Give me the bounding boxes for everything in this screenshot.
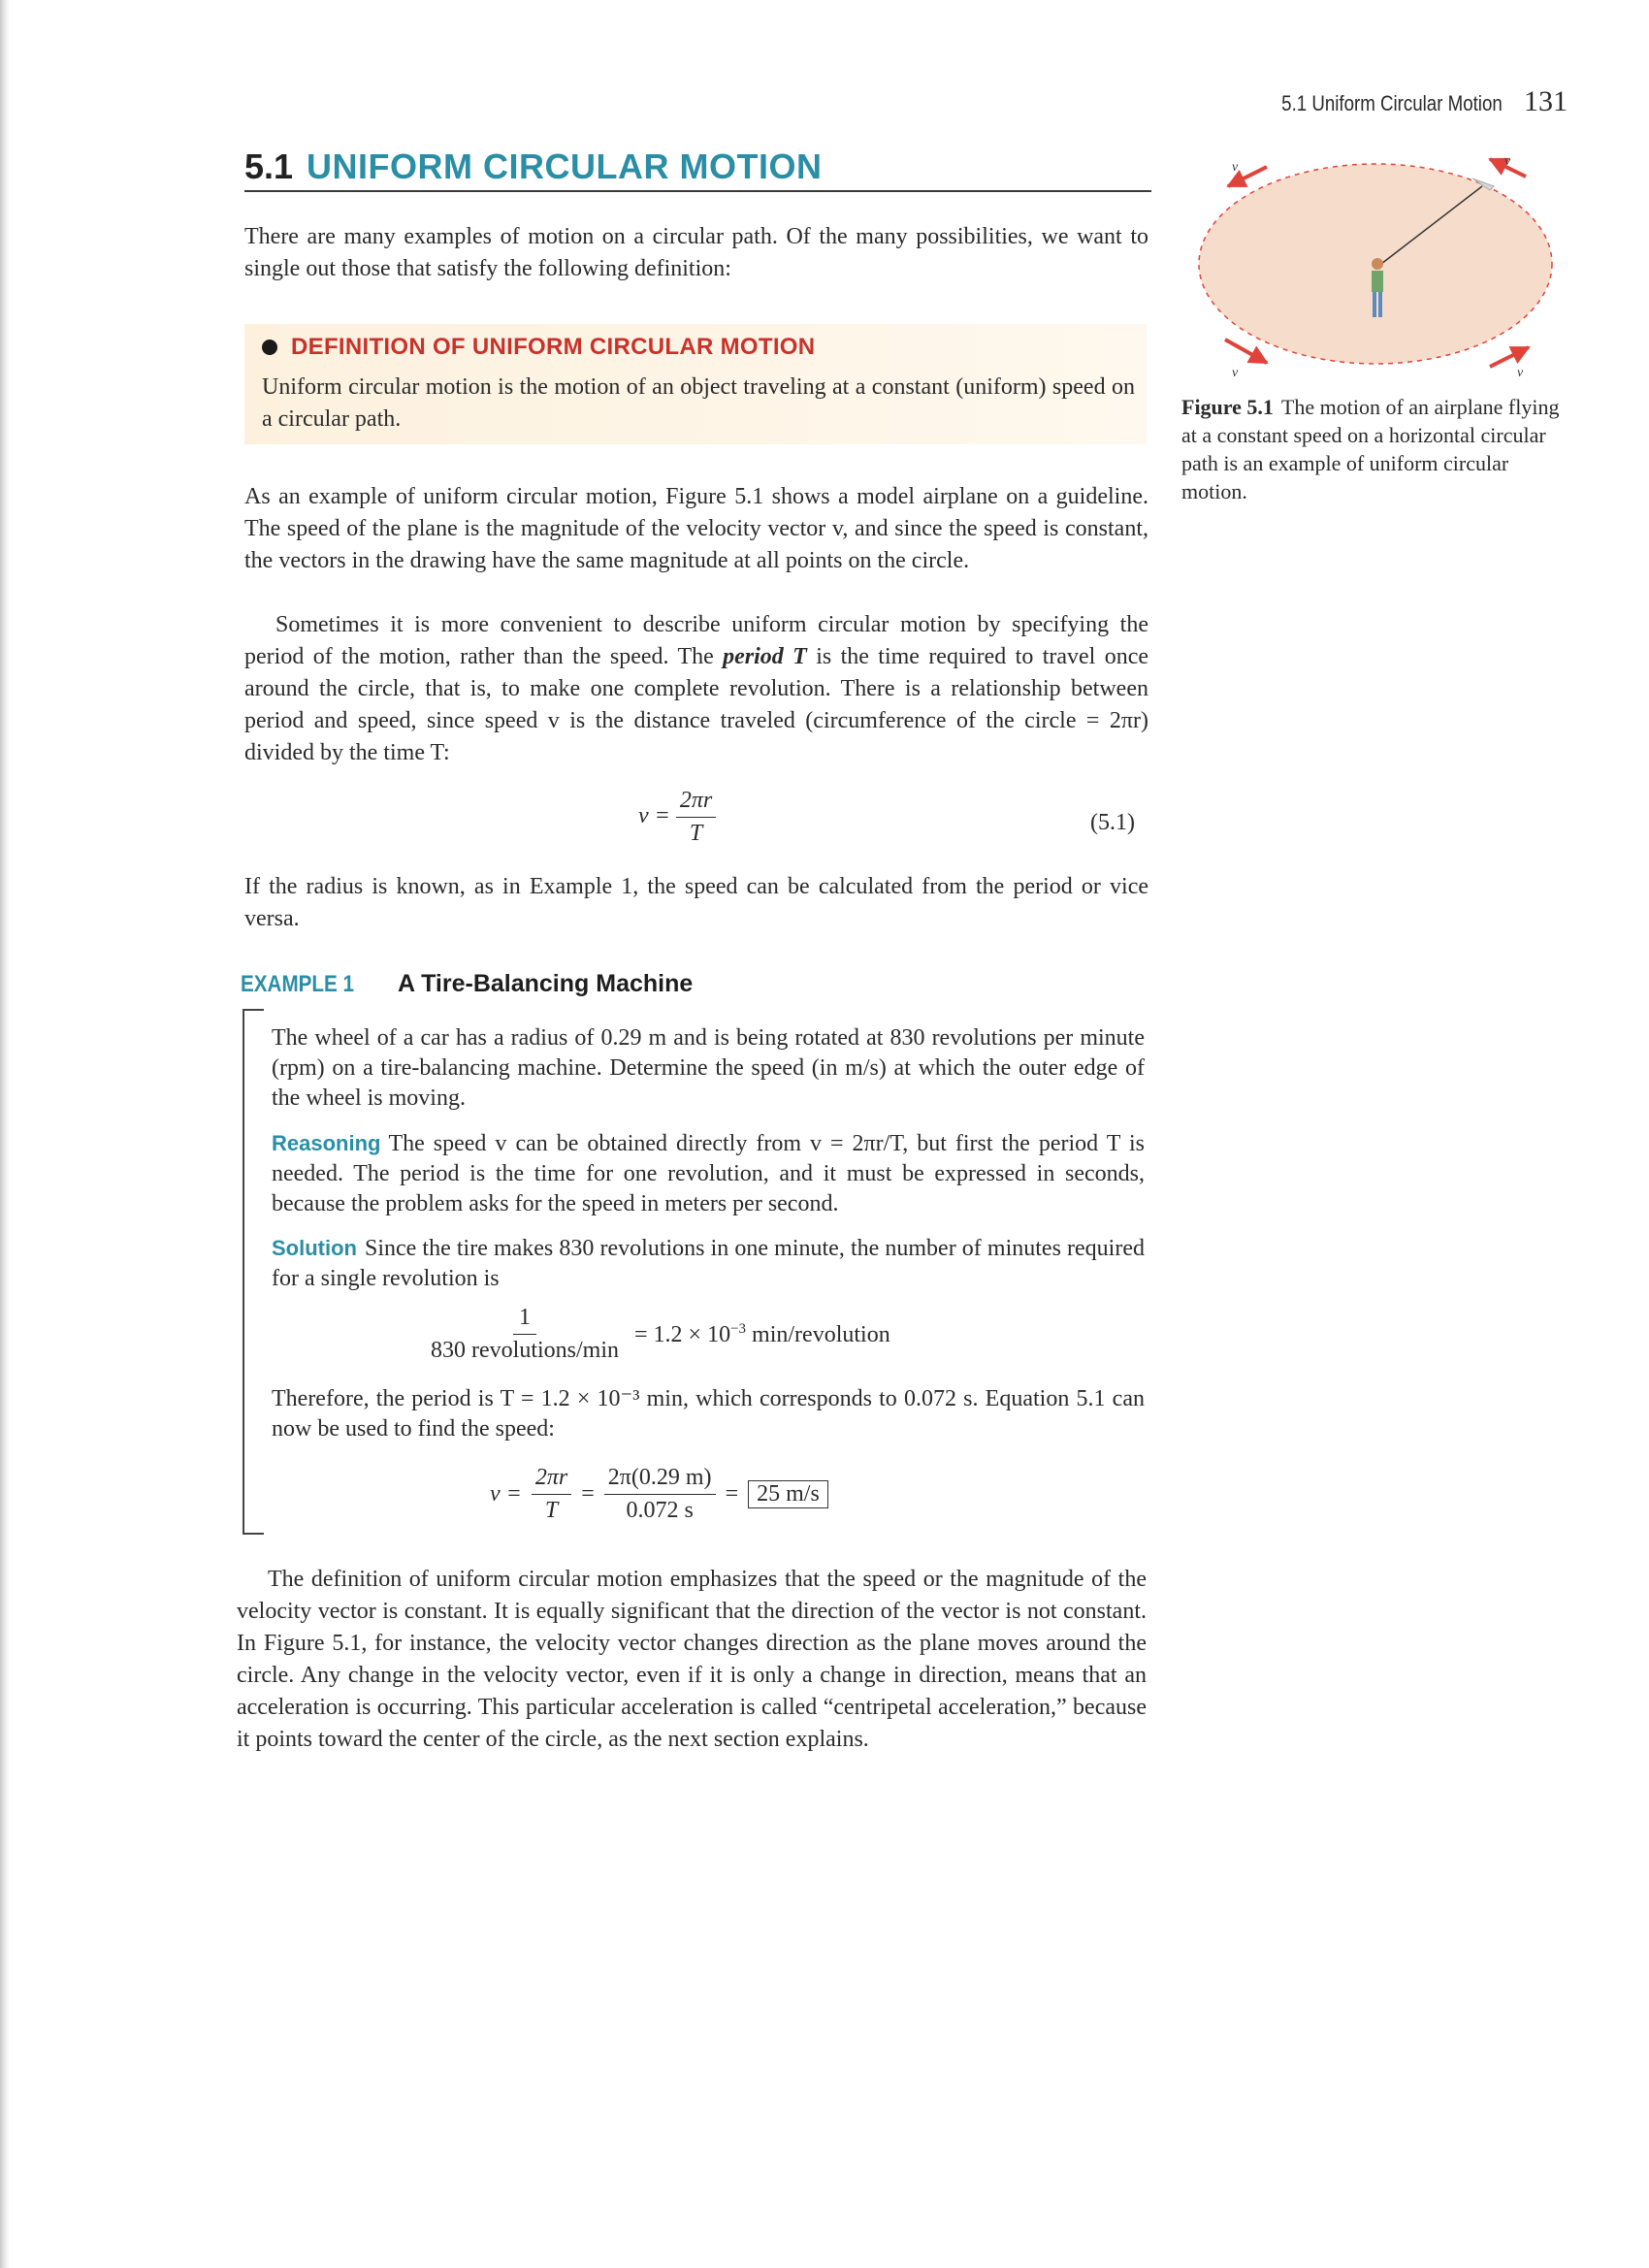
example-reasoning	[272, 1128, 1145, 1219]
example-problem: The wheel of a car has a radius of 0.29 m and is being rotated at 830 revolutions per minute (rpm) on a tire-balancing machine. Determine the speed (in m/s) at which the outer edge of the wheel is moving.	[272, 1025, 1145, 1111]
solution-equation-2	[490, 1465, 828, 1524]
rev-fraction	[427, 1305, 623, 1364]
equation-fraction	[676, 788, 716, 847]
figure-caption-text: The motion of an airplane flying at a constant speed on a horizontal circular path is an example of uniform circular motion.	[1181, 395, 1560, 503]
figure-5-1	[1181, 147, 1569, 380]
speed-equals-1: =	[581, 1481, 595, 1507]
definition-heading	[262, 334, 815, 361]
rev-result	[634, 1321, 890, 1348]
speed-answer: 25 m/s	[748, 1480, 828, 1508]
rev-result-value: = 1.2 × 10	[634, 1321, 731, 1347]
solution-text: Since the tire makes 830 revolutions in one minute, the number of minutes required for a single revolution is	[272, 1236, 1145, 1291]
paragraph-period-after: is the time required to travel once around the circle, that is, to make one complete revolution. There is a relationship between period and speed, since speed v is the distance traveled (circumference of the circle = 2πr) divided by the time T:	[244, 644, 1148, 765]
equation-denominator: T	[689, 821, 703, 846]
running-head-section: 5.1 Uniform Circular Motion	[1281, 91, 1503, 115]
solution-label: Solution	[272, 1236, 357, 1260]
speed-fraction-1-numerator: 2πr	[532, 1465, 571, 1495]
vector-label-bottom-right: v	[1517, 366, 1524, 380]
paragraph-period-before: Sometimes it is more convenient to describe uniform circular motion by specifying the period of the motion, rather than the speed. The	[244, 612, 1148, 669]
bullet-icon	[262, 340, 277, 355]
definition-heading-text: DEFINITION OF UNIFORM CIRCULAR MOTION	[291, 334, 816, 360]
paragraph-radius: If the radius is known, as in Example 1, the speed can be calculated from the period or vice versa.	[244, 874, 1148, 931]
speed-lhs: v =	[490, 1481, 522, 1507]
equation-lhs: v =	[638, 803, 670, 829]
speed-fraction-2-numerator: 2π(0.29 m)	[604, 1465, 716, 1495]
figure-label: Figure 5.1	[1181, 395, 1274, 419]
speed-equals-2: =	[725, 1481, 739, 1507]
example-bracket	[242, 1009, 264, 1535]
example-therefore: Therefore, the period is T = 1.2 × 10⁻³ min, which corresponds to 0.072 s. Equation 5.1 can now be used to find the speed:	[272, 1386, 1145, 1442]
speed-fraction-2	[604, 1465, 716, 1524]
page-number: 131	[1524, 85, 1568, 117]
example-heading	[241, 970, 693, 998]
speed-fraction-2-denominator: 0.072 s	[626, 1498, 694, 1523]
rev-fraction-denominator: 830 revolutions/min	[431, 1338, 619, 1363]
vector-label-bottom-left: v	[1232, 366, 1239, 380]
reasoning-text: The speed v can be obtained directly from v = 2πr/T, but first the period T is needed. The period is the time for one revolution, and it must be expressed in seconds, because the problem asks for the speed in meters per second.	[272, 1131, 1145, 1216]
example-title: A Tire-Balancing Machine	[398, 970, 694, 997]
rev-fraction-numerator: 1	[513, 1305, 536, 1335]
page-binding-edge	[0, 0, 10, 2268]
example-label: EXAMPLE 1	[241, 971, 354, 997]
equation-numerator: 2πr	[676, 788, 716, 818]
definition-text: Uniform circular motion is the motion of an object traveling at a constant (uniform) speed on a circular path.	[262, 374, 1135, 432]
term-period: period T	[723, 644, 807, 669]
example-solution	[272, 1233, 1145, 1294]
section-number: 5.1	[244, 146, 294, 186]
vector-label-top-right: v	[1504, 154, 1511, 169]
rev-result-unit: min/revolution	[746, 1321, 890, 1347]
paragraph-figure-example: As an example of uniform circular motion, Figure 5.1 shows a model airplane on a guideline. The speed of the plane is the magnitude of the velocity vector v, and since the speed is constant, the vectors in the drawing have the same magnitude at all points on the circle.	[244, 484, 1148, 573]
closing-paragraph: The definition of uniform circular motion emphasizes that the speed or the magnitude of the velocity vector is constant. It is equally significant that the direction of the vector is not constant. In Figure 5.1, for instance, the velocity vector changes direction as the plane moves around the circle. Any change in the velocity vector, even if it is only a change in direction, means that an acceleration is occurring. This particular acceleration is called “centripetal acceleration,” because it points toward the center of the circle, as the next section explains.	[237, 1567, 1147, 1752]
velocity-vector-bottom-right	[1490, 347, 1529, 367]
solution-equation-1	[427, 1305, 890, 1364]
rev-result-exponent: −3	[730, 1320, 747, 1337]
equation-5-1	[638, 788, 716, 847]
speed-fraction-1-denominator: T	[544, 1498, 559, 1523]
equation-number: (5.1)	[1090, 810, 1135, 835]
velocity-vector-bottom-left	[1225, 340, 1267, 363]
running-head	[1243, 85, 1568, 118]
section-title	[244, 146, 1151, 192]
reasoning-label: Reasoning	[272, 1131, 381, 1155]
intro-paragraph: There are many examples of motion on a circular path. Of the many possibilities, we want to single out those that satisfy the following definition:	[244, 224, 1148, 281]
speed-fraction-1	[532, 1465, 571, 1524]
figure-caption	[1181, 393, 1560, 505]
vector-label-top-left: v	[1232, 160, 1239, 175]
paragraph-period	[244, 609, 1148, 769]
section-name: UNIFORM CIRCULAR MOTION	[307, 146, 823, 186]
